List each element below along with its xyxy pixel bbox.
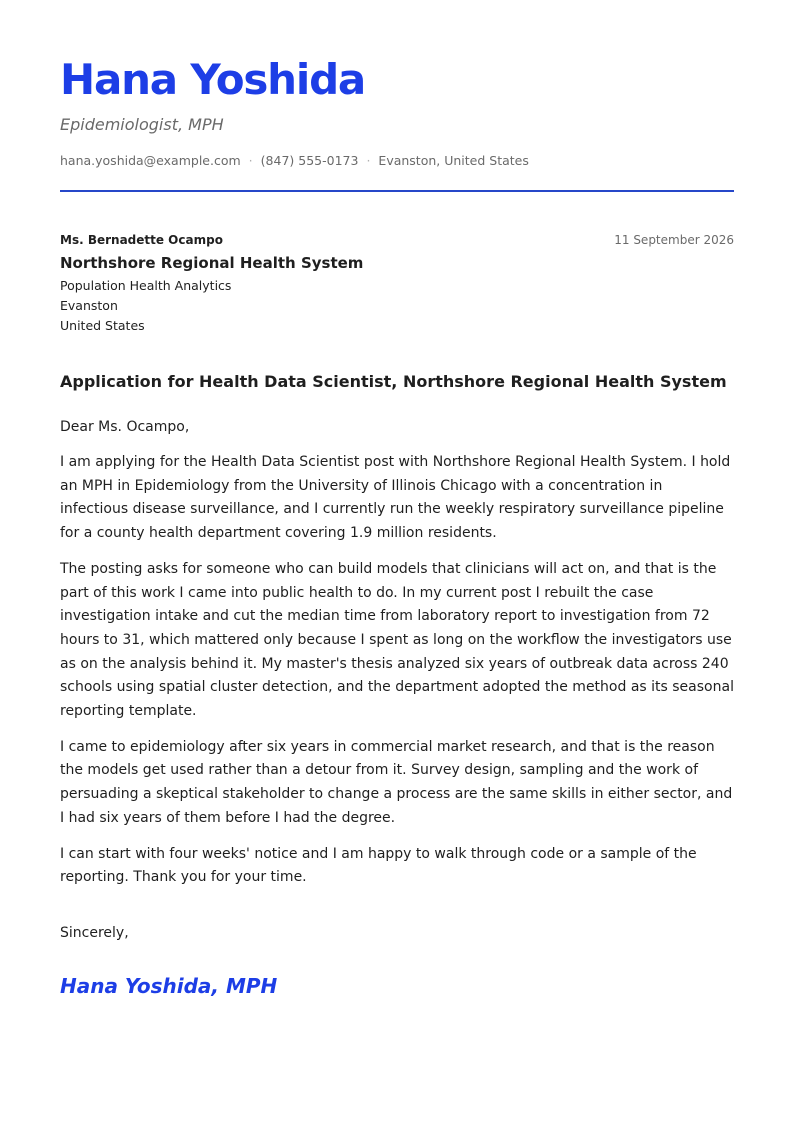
letter-date: 11 September 2026: [614, 233, 734, 247]
contact-separator: ·: [248, 153, 253, 168]
header-divider: [60, 190, 734, 192]
recipient-name: Ms. Bernadette Ocampo: [60, 233, 223, 247]
recipient-department: Population Health Analytics: [60, 278, 232, 293]
letter-closing: Sincerely,: [60, 925, 129, 941]
recipient-city: Evanston: [60, 298, 118, 313]
body-paragraph: I came to epidemiology after six years in commercial market research, and that is the reason the models get used rather than a detour from it. Survey design, sampling and the work of persuading a skeptical stakeholder to change a process are the same skills in either sector, and I had six years of them before I had the degree.: [60, 738, 733, 826]
contact-separator: ·: [366, 153, 371, 168]
contact-email: hana.yoshida@example.com: [60, 153, 241, 168]
letter-signature: Hana Yoshida, MPH: [60, 974, 278, 998]
letter-subject: Application for Health Data Scientist, Northshore Regional Health System: [60, 372, 727, 391]
body-paragraph: The posting asks for someone who can build models that clinicians will act on, and that is the part of this work I came into public health to do. In my current post I rebuilt the case investigation intake and cut the median time from laboratory report to investigation from 72 hours to 31, which mattered only because I spent as long on the workflow the investigators use as on the analysis behind it. My master's thesis analyzed six years of outbreak data across 240 schools using spatial cluster detection, and the department adopted the method as its seasonal reporting template.: [60, 560, 734, 720]
contact-phone: (847) 555-0173: [260, 153, 359, 168]
letter-greeting: Dear Ms. Ocampo,: [60, 419, 190, 435]
body-paragraph: I can start with four weeks' notice and I am happy to walk through code or a sample of the reporting. Thank you for your time.: [60, 845, 697, 886]
recipient-organization: Northshore Regional Health System: [60, 254, 364, 272]
recipient-country: United States: [60, 318, 145, 333]
applicant-name: Hana Yoshida: [60, 55, 366, 104]
letter-body: [60, 451, 734, 902]
applicant-title: Epidemiologist, MPH: [60, 115, 224, 134]
body-paragraph: I am applying for the Health Data Scientist post with Northshore Regional Health System. I hold an MPH in Epidemiology from the University of Illinois Chicago with a concentration in infectious disease surveillance, and I currently run the weekly respiratory surveillance pipeline for a county health department covering 1.9 million residents.: [60, 454, 731, 542]
contact-location: Evanston, United States: [378, 153, 529, 168]
contact-line: [60, 152, 529, 170]
